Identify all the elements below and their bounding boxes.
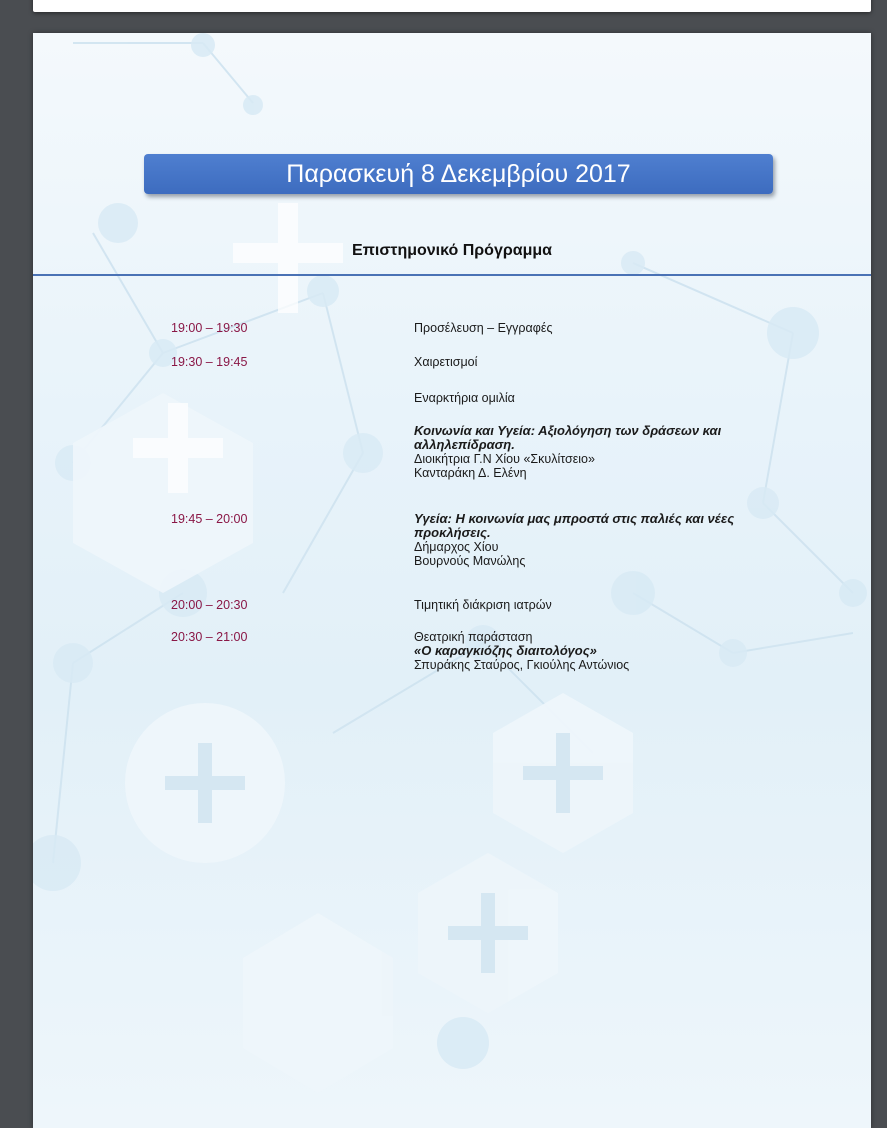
- play-title: «Ο καραγκιόζης διαιτολόγος»: [414, 643, 597, 658]
- talk-title: Κοινωνία και Υγεία: Αξιολόγηση των δράσεων και αλληλεπίδραση.: [414, 423, 722, 452]
- schedule-item: [414, 391, 754, 405]
- performers: Σπυράκης Σταύρος, Γκιούλης Αντώνιος: [414, 658, 630, 672]
- speaker-name: Βουρνούς Μανώλης: [414, 554, 526, 568]
- schedule-time: 20:00 – 20:30: [171, 598, 248, 612]
- schedule-line: Τιμητική διάκριση ιατρών: [414, 598, 552, 612]
- title-divider: [33, 274, 871, 276]
- document-page: [33, 33, 871, 1128]
- program-title: Επιστημονικό Πρόγραμμα: [351, 242, 552, 259]
- schedule-time: 19:45 – 20:00: [171, 512, 248, 526]
- event-type: Θεατρική παράσταση: [414, 630, 533, 644]
- schedule-item: [414, 355, 754, 369]
- previous-page-edge: [33, 0, 871, 12]
- date-banner: Παρασκευή 8 Δεκεμβρίου 2017: [144, 154, 773, 194]
- schedule-line: Χαιρετισμοί: [414, 355, 478, 369]
- speaker-name: Κανταράκη Δ. Ελένη: [414, 466, 527, 480]
- schedule-item: [414, 424, 724, 480]
- schedule-line: Προσέλευση – Εγγραφές: [414, 321, 553, 335]
- molecular-background-art: [33, 33, 871, 1128]
- schedule-item: [414, 598, 754, 612]
- schedule-time: 19:30 – 19:45: [171, 355, 248, 369]
- schedule-item: [414, 630, 754, 672]
- schedule-item: [414, 512, 744, 568]
- schedule-time: 19:00 – 19:30: [171, 321, 248, 335]
- schedule-time: 20:30 – 21:00: [171, 630, 248, 644]
- schedule-line: Εναρκτήρια ομιλία: [414, 391, 515, 405]
- speaker-affiliation: Δήμαρχος Χίου: [414, 540, 499, 554]
- schedule-item: [414, 321, 754, 335]
- speaker-affiliation: Διοικήτρια Γ.Ν Χίου «Σκυλίτσειο»: [414, 452, 595, 466]
- talk-title: Υγεία: Η κοινωνία μας μπροστά στις παλιές και νέες προκλήσεις.: [414, 511, 735, 540]
